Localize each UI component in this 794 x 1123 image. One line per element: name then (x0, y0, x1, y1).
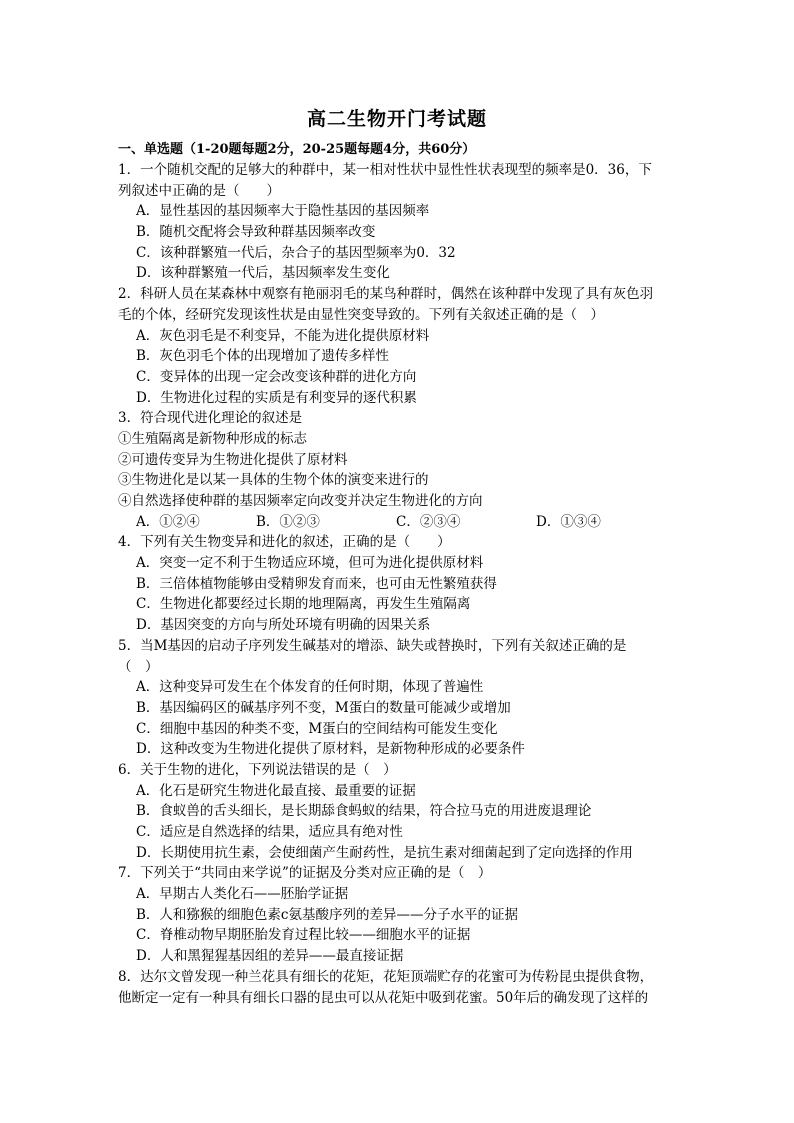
answer-option: C．适应是自然选择的结果，适应具有绝对性 (136, 824, 403, 840)
option-choice: C．②③④ (396, 513, 461, 530)
option-choice: A．①②④ (136, 513, 200, 530)
option-choice: D．①③④ (536, 513, 601, 530)
section-heading: 一、单选题（1-20题每题2分，20-25题每题4分，共60分） (118, 142, 476, 157)
answer-option: C．脊椎动物早期胚胎发育过程比较——细胞水平的证据 (136, 927, 471, 944)
answer-option: D．该种群繁殖一代后，基因频率发生变化 (136, 265, 390, 282)
answer-option: A．早期古人类化石——胚胎学证据 (136, 886, 349, 903)
option-row (118, 512, 678, 533)
question-text: ②可遗传变异为生物进化提供了原材料 (118, 451, 348, 468)
answer-option: B．人和猕猴的细胞色素c氨基酸序列的差异——分子水平的证据 (136, 906, 518, 923)
answer-option: B．食蚁兽的舌头细长，是长期舔食蚂蚁的结果，符合拉马克的用进废退理论 (136, 803, 592, 820)
answer-option: C．生物进化都要经过长期的地理隔离，再发生生殖隔离 (136, 596, 471, 613)
question-list (118, 160, 678, 1008)
question-text: 2．科研人员在某森林中观察有艳丽羽毛的某鸟种群时，偶然在该种群中发现了具有灰色羽 (118, 286, 654, 303)
question-text: 7．下列关于“共同由来学说”的证据及分类对应正确的是（ ） (118, 865, 492, 882)
question-text: ③生物进化是以某一具体的生物个体的演变来进行的 (118, 472, 429, 489)
question-text: 5．当M基因的启动子序列发生碱基对的增添、缺失或替换时，下列有关叙述正确的是 (118, 637, 627, 654)
answer-option: C．细胞中基因的种类不变，M蛋白的空间结构可能发生变化 (136, 720, 498, 737)
answer-option: D．这种改变为生物进化提供了原材料，是新物种形成的必要条件 (136, 741, 525, 758)
answer-option: A．化石是研究生物进化最直接、最重要的证据 (136, 782, 416, 799)
answer-option: A．突变一定不利于生物适应环境，但可为进化提供原材料 (136, 555, 484, 572)
answer-option: C．该种群繁殖一代后，杂合子的基因型频率为0．32 (136, 244, 456, 261)
question-text: ①生殖隔离是新物种形成的标志 (118, 430, 307, 447)
question-text: 列叙述中正确的是（ ） (118, 182, 280, 199)
question-text: 他断定一定有一种具有细长口器的昆虫可以从花矩中吸到花蜜。50年后的确发现了这样的 (118, 989, 649, 1006)
answer-option: D．基因突变的方向与所处环境有明确的因果关系 (136, 617, 431, 634)
question-text: 8．达尔文曾发现一种兰花具有细长的花矩，花矩顶端贮存的花蜜可为传粉昆虫提供食物， (118, 968, 654, 985)
answer-option: A．灰色羽毛是不利变异，不能为进化提供原材料 (136, 327, 430, 344)
question-text: ④自然选择使种群的基因频率定向改变并决定生物进化的方向 (118, 493, 483, 509)
question-text: 毛的个体，经研究发现该性状是由显性突变导致的。下列有关叙述正确的是（ ） (118, 306, 604, 323)
answer-option: D．生物进化过程的实质是有利变异的逐代积累 (136, 389, 417, 406)
answer-option: D．长期使用抗生素，会使细菌产生耐药性，是抗生素对细菌起到了定向选择的作用 (136, 844, 633, 861)
answer-option: C．变异体的出现一定会改变该种群的进化方向 (136, 368, 417, 385)
question-text: 4．下列有关生物变异和进化的叙述，正确的是（ ） (118, 534, 451, 551)
exam-title: 高二生物开门考试题 (306, 108, 487, 130)
question-text: 6．关于生物的进化，下列说法错误的是（ ） (118, 761, 397, 778)
answer-option: B．灰色羽毛个体的出现增加了遗传多样性 (136, 348, 389, 365)
question-text: 1．一个随机交配的足够大的种群中，某一相对性状中显性性状表现型的频率是0．36，下 (118, 162, 652, 178)
answer-option: A．显性基因的基因频率大于隐性基因的基因频率 (136, 203, 430, 220)
answer-option: B．基因编码区的碱基序列不变，M蛋白的数量可能减少或增加 (136, 699, 511, 716)
option-choice: B．①②③ (256, 513, 320, 530)
answer-option: B．随机交配将会导致种群基因频率改变 (136, 224, 376, 241)
answer-option: B．三倍体植物能够由受精卵发育而来，也可由无性繁殖获得 (136, 575, 497, 592)
question-text: 3．符合现代进化理论的叙述是 (118, 410, 303, 427)
answer-option: A．这种变异可发生在个体发育的任何时期，体现了普遍性 (136, 679, 484, 696)
answer-option: D．人和黑猩猩基因组的差异——最直接证据 (136, 948, 404, 965)
question-text: （ ） (118, 658, 159, 675)
